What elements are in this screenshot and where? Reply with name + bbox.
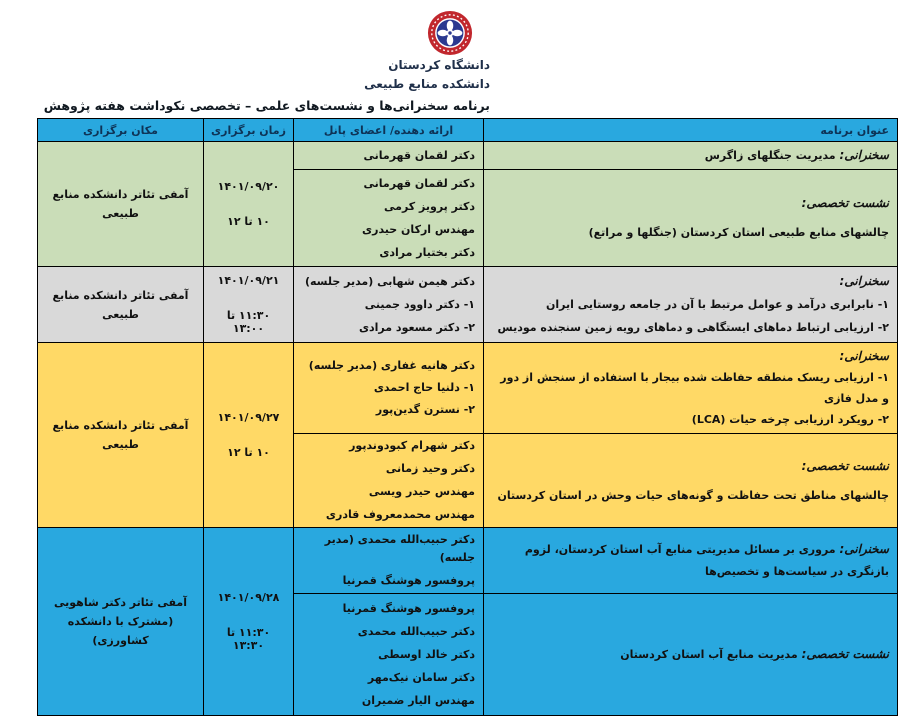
program-title-cell [484,528,898,594]
event-date: ۱۴۰۱/۰۹/۲۸ [217,591,280,604]
venue-note: (مشترک با دانشکده کشاورزی) [67,615,174,647]
panel-cell [294,528,484,594]
lecture-label: سخنرانی: [839,542,889,556]
panel-cell [294,267,484,343]
university-name: دانشگاه کردستان [388,58,490,72]
panel-member: دکتر لقمان قهرمانی [363,176,475,190]
document-header [37,58,490,113]
event-date: ۱۴۰۱/۰۹/۲۰ [217,180,280,193]
panel-member: پروفسور هوشنگ قمرنیا [342,574,475,587]
panel-member: دکتر بختیار مرادی [379,245,475,259]
event-date: ۱۴۰۱/۰۹/۲۱ [217,274,280,287]
meeting-title: چالشهای منابع طبیعی استان کردستان (جنگلها و مراتع) [588,226,889,239]
panel-cell [294,434,484,528]
panel-member: ۱- دکتر داوود جمینی [364,297,475,311]
table-row [38,267,898,343]
panel-cell [294,343,484,434]
venue-name: آمفی تئاتر دکتر شاهویی [54,596,187,609]
column-header-venue: مکان برگزاری [38,119,204,142]
venue-cell [38,528,204,716]
lecture-title: مدیریت جنگلهای زاگرس [704,149,836,162]
meeting-label: نشست تخصصی: [801,196,889,210]
panel-member: دکتر هانیه غفاری (مدیر جلسه) [308,359,475,372]
panel-member: دکتر شهرام کبودوندپور [349,439,475,452]
lecture-item: ۲- ارزیابی ارتباط دماهای ایستگاهی و دماهای رویه زمین سنجنده مودیس [497,321,889,334]
table-row [38,142,898,170]
event-time: ۱۱:۳۰ تا ۱۳:۳۰ [226,626,271,652]
program-title-cell [484,434,898,528]
faculty-name: دانشکده منابع طبیعی [364,77,490,91]
lecture-title: مروری بر مسائل مدیریتی منابع آب استان کردستان، لزوم بازنگری در سیاست‌ها و تخصیص‌ها [524,543,889,578]
panel-cell [294,142,484,170]
university-logo [427,10,473,56]
program-title-cell [484,594,898,716]
panel-member: دکتر وحید زمانی [385,462,475,475]
panel-member: پروفسور هوشنگ قمرنیا [342,601,475,615]
column-header-panel: ارائه دهنده/ اعضای پانل [294,119,484,142]
table-header-row [38,119,898,142]
time-cell [204,343,294,528]
lecture-label: سخنرانی: [839,148,889,162]
event-date: ۱۴۰۱/۰۹/۲۷ [217,411,280,424]
event-time: ۱۰ تا ۱۲ [227,215,270,228]
table-row [38,343,898,434]
lecture-item: ۲- رویکرد ارزیابی چرخه حیات (LCA) [691,413,889,426]
panel-cell [294,170,484,267]
time-cell [204,267,294,343]
column-header-time: زمان برگزاری [204,119,294,142]
panel-member: ۲- دکتر مسعود مرادی [358,320,475,334]
page-title: برنامه سخنرانی‌ها و نشست‌های علمی – تخصصی نکوداشت هفته پژوهش [43,98,490,113]
meeting-title: مدیریت منابع آب استان کردستان [620,648,798,661]
panel-member: ۱- دلنیا حاج احمدی [373,381,475,394]
panel-member: مهندس محمدمعروف قادری [325,508,475,521]
lecture-item: ۱- ارزیابی ریسک منطقه حفاظت شده بیجار با استفاده از سنجش از دور و مدل فازی [500,371,889,405]
meeting-label: نشست تخصصی: [801,458,889,473]
venue-name: آمفی تئاتر دانشکده منابع طبیعی [52,288,189,321]
program-title-cell [484,142,898,170]
panel-member: دکتر حبیب‌الله محمدی (مدیر جلسه) [324,533,475,564]
program-title-cell [484,267,898,343]
panel-member: دکتر سامان نیک‌مهر [367,670,475,684]
event-time: ۱۰ تا ۱۲ [227,446,270,459]
time-cell [204,142,294,267]
venue-name: آمفی تئاتر دانشکده منابع طبیعی [52,419,189,451]
panel-member: دکتر خالد اوسطی [378,647,475,661]
university-logo-icon [427,10,473,56]
lecture-item: ۱- نابرابری درآمد و عوامل مرتبط با آن در جامعه روستایی ایران [546,298,889,311]
panel-member: دکتر لقمان قهرمانی [363,148,475,162]
lecture-label: سخنرانی: [839,274,889,288]
lecture-label: سخنرانی: [839,349,889,363]
panel-member: دکتر هیمن شهابی (مدیر جلسه) [304,274,475,288]
event-time: ۱۱:۳۰ تا ۱۳:۰۰ [226,309,271,335]
meeting-title: چالشهای مناطق تحت حفاظت و گونه‌های حیات وحش در استان کردستان [497,488,889,502]
column-header-program-title: عنوان برنامه [484,119,898,142]
panel-member: ۲- نسترن گدین‌پور [375,403,475,416]
panel-member: دکتر حبیب‌الله محمدی [357,624,475,638]
venue-name: آمفی تئاتر دانشکده منابع طبیعی [52,188,189,220]
venue-cell [38,142,204,267]
schedule-table [37,118,898,716]
panel-cell [294,594,484,716]
panel-member: مهندس ارکان حیدری [362,222,475,236]
panel-member: مهندس الیار ضمیران [361,693,475,707]
meeting-label: نشست تخصصی: [801,647,889,661]
program-title-cell [484,170,898,267]
panel-member: مهندس حیدر ویسی [368,485,475,498]
time-cell [204,528,294,716]
program-title-cell [484,343,898,434]
table-row [38,528,898,594]
panel-member: دکتر پرویز کرمی [384,199,475,213]
venue-cell [38,267,204,343]
venue-cell [38,343,204,528]
